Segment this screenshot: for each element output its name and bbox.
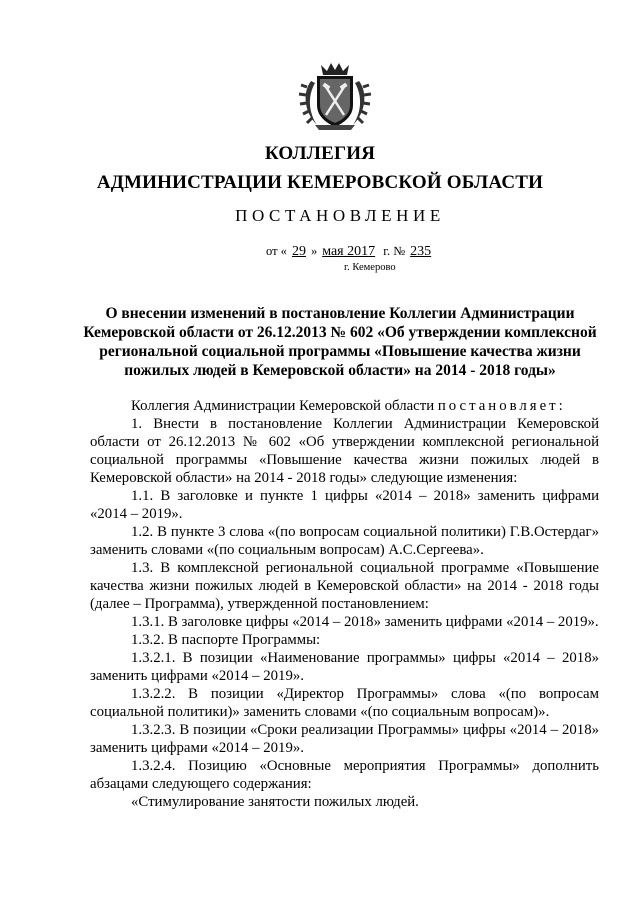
document-date-line (266, 244, 436, 260)
number-sign: № (393, 244, 406, 258)
city-name: г. Кемерово (344, 262, 396, 273)
body-paragraph: 1.3.2.4. Позицию «Основные мероприятия Программы» дополнить абзацами следующего содержания: (90, 758, 599, 792)
intro-text: Коллегия Администрации Кемеровской области (131, 398, 435, 414)
date-year-suffix: г. (383, 244, 391, 258)
document-body (90, 397, 599, 811)
body-paragraph: 1.3.2.2. В позиции «Директор Программы» слова «(по вопросам социальной политики)» заменить словами «(по социальным вопросам)». (90, 686, 599, 720)
document-type: ПОСТАНОВЛЕНИЕ (235, 206, 445, 225)
body-paragraph: 1.3.2. В паспорте Программы: (131, 632, 321, 648)
body-paragraph: 1. Внести в постановление Коллегии Администрации Кемеровской области от 26.12.2013 № 602 «Об утверждении комплексной региональной социальной программы «Повышение качества жизни пожилых людей в Кемеровской области» на 2014 - 2018 годы» следующие изменения: (90, 416, 599, 486)
date-month: мая (322, 244, 344, 259)
intro-paragraph (90, 397, 599, 415)
date-mid: » (310, 244, 318, 258)
document-number: 235 (410, 244, 432, 259)
body-paragraph: 1.3.2.1. В позиции «Наименование программы» цифры «2014 – 2018» заменить цифрами «2014 – 2019». (90, 650, 599, 684)
body-paragraph: 1.1. В заголовке и пункте 1 цифры «2014 – 2018» заменить цифрами «2014 – 2019». (90, 488, 599, 522)
body-paragraph: «Стимулирование занятости пожилых людей. (131, 794, 419, 810)
date-day: 29 (291, 244, 306, 259)
document-title: О внесении изменений в постановление Коллегии Администрации Кемеровской области от 26.12.2013 № 602 «Об утверждении комплексной региональной социальной программы «Повышение качества жизни пожилых людей в Кемеровской области» на 2014 - 2018 годы» (83, 305, 597, 379)
body-paragraph: 1.3.2.3. В позиции «Сроки реализации Программы» цифры «2014 – 2018» заменить цифрами «2014 – 2019». (90, 722, 599, 756)
date-year: 2017 (347, 244, 376, 259)
organization-name-line2: АДМИНИСТРАЦИИ КЕМЕРОВСКОЙ ОБЛАСТИ (96, 172, 544, 193)
body-paragraph: 1.2. В пункте 3 слова «(по вопросам социальной политики) Г.В.Остердаг» заменить словами «(по социальным вопросам) А.С.Сергеева». (90, 524, 599, 558)
coat-of-arms-emblem-icon (297, 61, 373, 131)
date-prefix: от « (266, 244, 287, 258)
body-paragraph: 1.3. В комплексной региональной социальной программе «Повышение качества жизни пожилых людей в Кемеровской области» на 2014 - 2018 годы (далее – Программа), утвержденной постановлением: (90, 560, 599, 612)
date-month-year (317, 244, 380, 259)
intro-spaced-word: постановляет: (437, 398, 566, 414)
body-paragraph: 1.3.1. В заголовке цифры «2014 – 2018» заменить цифрами «2014 – 2019». (131, 614, 599, 630)
organization-name-line1: КОЛЛЕГИЯ (264, 143, 376, 164)
